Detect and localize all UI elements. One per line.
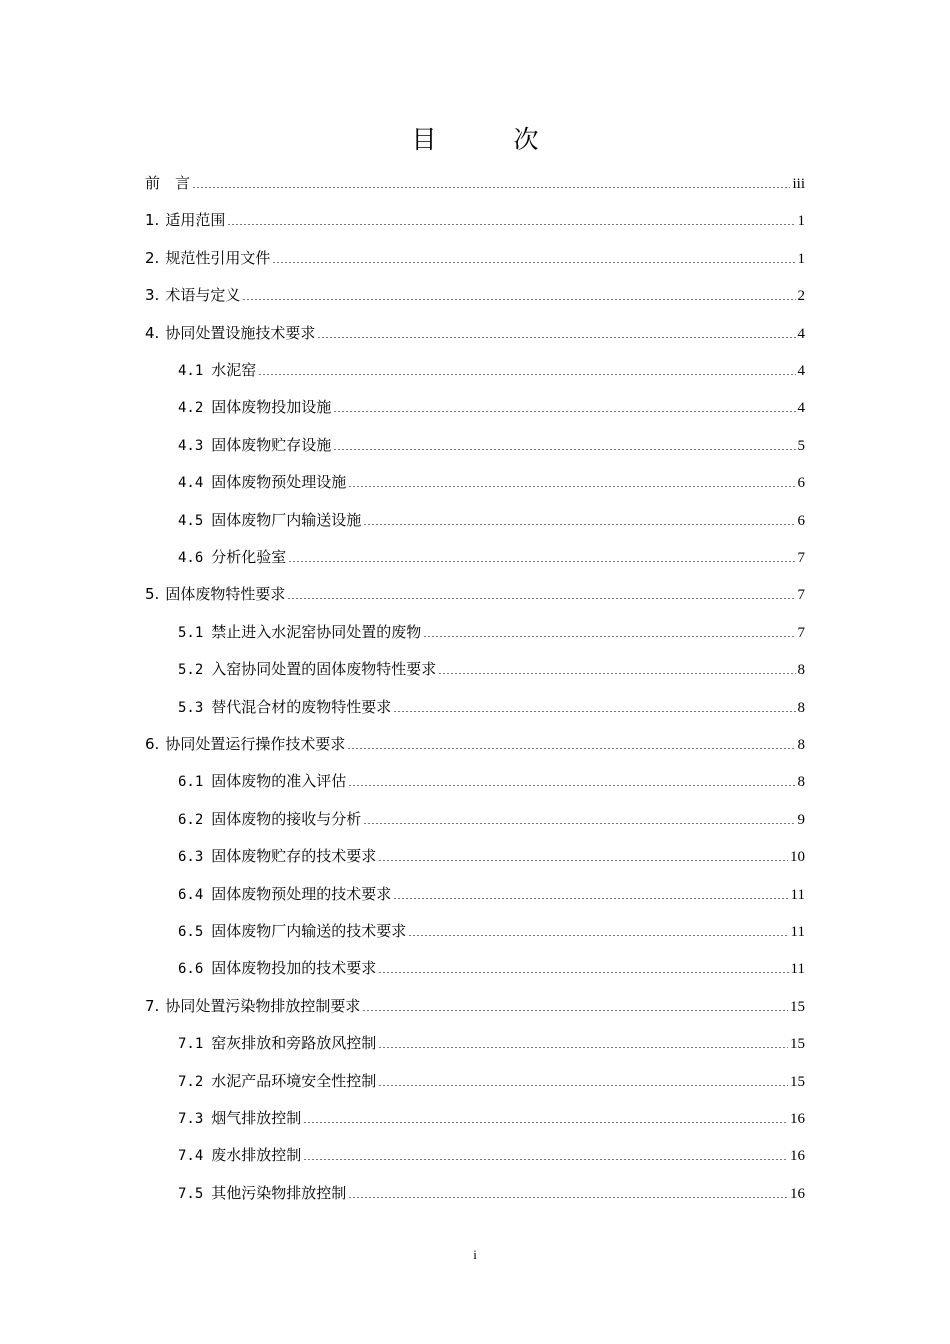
- toc-leader-dots: [288, 561, 795, 562]
- toc-entry-page: 15: [790, 1036, 805, 1053]
- page-title: 目 次: [411, 125, 565, 154]
- toc-entry-number: 5.3: [178, 699, 204, 716]
- toc-leader-dots: [363, 524, 795, 525]
- toc-leader-dots: [333, 449, 795, 450]
- toc-entry-page: 16: [790, 1111, 805, 1127]
- toc-entry[interactable]: [145, 284, 805, 306]
- toc-entry[interactable]: [145, 733, 805, 755]
- toc-entry[interactable]: [145, 247, 805, 269]
- toc-entry-number: 5.2: [178, 662, 204, 679]
- toc-entry-page: 8: [797, 737, 805, 753]
- toc-entry-page: 6: [797, 512, 805, 529]
- toc-entry[interactable]: [178, 546, 805, 568]
- toc-entry-label: 适用范围: [165, 211, 226, 230]
- toc-leader-dots: [272, 262, 795, 263]
- toc-entry-number: 4.3: [178, 437, 204, 454]
- toc-entry-label: 水泥产品环境安全性控制: [211, 1071, 377, 1090]
- toc-entry-number: 1.: [145, 211, 160, 230]
- toc-leader-dots: [393, 711, 795, 712]
- toc-leader-dots: [408, 935, 788, 936]
- toc-entry-page: 5: [797, 437, 805, 454]
- toc-entry-page: 7: [797, 624, 805, 641]
- toc-entry-page: 7: [797, 550, 805, 566]
- toc-entry[interactable]: [178, 920, 805, 942]
- toc-entry-label: 固体废物投加的技术要求: [211, 959, 377, 978]
- toc-entry[interactable]: [145, 583, 805, 605]
- toc-entry[interactable]: [178, 696, 805, 718]
- toc-entry-label: 术语与定义: [165, 286, 241, 305]
- toc-entry-page: 15: [790, 1073, 805, 1090]
- toc-entry[interactable]: [178, 845, 805, 867]
- toc-entry-number: 4.: [145, 323, 160, 342]
- toc-entry-label: 固体废物预处理的技术要求: [211, 884, 392, 903]
- toc-leader-dots: [378, 860, 788, 861]
- toc-leader-dots: [227, 224, 795, 225]
- toc-entry-number: 6.1: [178, 774, 204, 791]
- toc-entry[interactable]: [178, 1070, 805, 1092]
- toc-entry-number: 7.3: [178, 1111, 204, 1127]
- toc-entry-page: iii: [792, 176, 805, 192]
- toc-entry-page: 4: [797, 400, 805, 417]
- toc-entry-label: 固体废物的接收与分析: [211, 809, 362, 828]
- toc-entry-number: 4.4: [178, 475, 204, 492]
- toc-leader-dots: [317, 337, 795, 338]
- toc-entry-label: 水泥窑: [211, 361, 257, 379]
- toc-entry-page: 8: [797, 774, 805, 791]
- toc-entry-page: 4: [797, 363, 805, 379]
- toc-entry-number: 7.1: [178, 1036, 204, 1053]
- toc-entry[interactable]: [145, 322, 805, 344]
- toc-leader-dots: [362, 1010, 788, 1011]
- toc-entry-label: 固体废物贮存设施: [211, 435, 332, 454]
- toc-entry-page: 16: [790, 1185, 805, 1202]
- toc-entry-label: 窑灰排放和旁路放风控制: [211, 1034, 377, 1053]
- toc-entry-number: 6.3: [178, 849, 204, 866]
- toc-entry-page: 9: [797, 811, 805, 828]
- toc-leader-dots: [333, 411, 795, 412]
- toc-entry-number: 6.6: [178, 961, 204, 978]
- toc-leader-dots: [393, 898, 788, 899]
- toc-entry-number: 7.4: [178, 1148, 204, 1165]
- toc-leader-dots: [348, 1197, 788, 1198]
- toc-entry-page: 10: [790, 849, 805, 866]
- toc-entry-label: 固体废物的准入评估: [211, 772, 347, 791]
- toc-leader-dots: [258, 374, 795, 375]
- toc-entry-label: 禁止进入水泥窑协同处置的废物: [211, 622, 422, 641]
- toc-entry[interactable]: [178, 1144, 805, 1166]
- toc-entry-label: 协同处置污染物排放控制要求: [165, 996, 361, 1015]
- toc-entry-number: 7.2: [178, 1073, 204, 1090]
- toc-entry[interactable]: [145, 209, 805, 231]
- toc-entry[interactable]: [178, 359, 805, 381]
- toc-entry[interactable]: [178, 770, 805, 792]
- toc-entry[interactable]: [178, 1032, 805, 1054]
- toc-entry-number: 4.6: [178, 550, 204, 566]
- toc-entry-number: 3.: [145, 286, 160, 305]
- toc-entry-page: 11: [790, 886, 805, 903]
- toc-leader-dots: [348, 486, 795, 487]
- toc-entry[interactable]: [178, 808, 805, 830]
- toc-entry-label: 固体废物预处理设施: [211, 473, 347, 492]
- toc-entry-label: 固体废物投加设施: [211, 398, 332, 417]
- toc-entry[interactable]: [178, 471, 805, 493]
- toc-entry-number: 4.2: [178, 400, 204, 417]
- toc-entry[interactable]: [145, 995, 805, 1017]
- toc-leader-dots: [347, 748, 795, 749]
- toc-entry[interactable]: [178, 621, 805, 643]
- toc-leader-dots: [438, 673, 795, 674]
- toc-leader-dots: [423, 636, 795, 637]
- toc-entry-label: 其他污染物排放控制: [211, 1183, 347, 1202]
- toc-entry-number: 5.1: [178, 624, 204, 641]
- toc-entry-label: 固体废物厂内输送设施: [211, 510, 362, 529]
- toc-entry-number: 6.: [145, 735, 160, 753]
- toc-entry-page: 7: [797, 587, 805, 604]
- toc-entry[interactable]: [178, 1182, 805, 1204]
- toc-leader-dots: [242, 299, 795, 300]
- toc-entry[interactable]: [178, 957, 805, 979]
- toc-entry-label: 替代混合材的废物特性要求: [211, 697, 392, 716]
- toc-entry-number: 6.5: [178, 924, 204, 940]
- toc-entry-label: 固体废物贮存的技术要求: [211, 847, 377, 866]
- toc-entry-page: 16: [790, 1148, 805, 1165]
- toc-entry-page: 15: [790, 998, 805, 1015]
- toc-entry[interactable]: [178, 509, 805, 531]
- toc-entry-page: 1: [797, 250, 805, 267]
- toc-entry[interactable]: [178, 1107, 805, 1129]
- toc-entry-label: 协同处置设施技术要求: [165, 323, 316, 342]
- toc-entry-number: 4.5: [178, 512, 204, 529]
- toc-entry-number: 4.1: [178, 363, 204, 379]
- page-number: i: [473, 1247, 477, 1262]
- toc-entry-number: 6.2: [178, 811, 204, 828]
- toc-entry-number: 6.4: [178, 886, 204, 903]
- toc-entry-label: 分析化验室: [211, 548, 287, 566]
- toc-leader-dots: [348, 785, 795, 786]
- toc-leader-dots: [287, 598, 795, 599]
- toc-entry-page: 8: [797, 699, 805, 716]
- toc-entry-label: 协同处置运行操作技术要求: [165, 735, 346, 753]
- toc-entry-number: 2.: [145, 248, 160, 267]
- toc-leader-dots: [303, 1159, 788, 1160]
- toc-entry[interactable]: [178, 658, 805, 680]
- toc-leader-dots: [363, 823, 795, 824]
- toc-entry-label: 固体废物特性要求: [165, 585, 286, 604]
- toc-leader-dots: [378, 972, 788, 973]
- toc-entry-page: 11: [790, 924, 805, 940]
- toc-entry-page: 2: [797, 288, 805, 305]
- toc-entry-page: 1: [797, 213, 805, 230]
- toc-leader-dots: [378, 1085, 788, 1086]
- toc-entry-page: 11: [790, 961, 805, 978]
- toc-entry-label: 前 言: [145, 174, 191, 192]
- toc-entry-number: 7.: [145, 996, 160, 1015]
- toc-entry-label: 规范性引用文件: [165, 248, 271, 267]
- toc-leader-dots: [192, 187, 790, 188]
- toc-entry-label: 入窑协同处置的固体废物特性要求: [211, 660, 437, 679]
- toc-entry-page: 4: [797, 325, 805, 342]
- toc-entry-label: 废水排放控制: [211, 1146, 302, 1165]
- toc-entry-page: 6: [797, 475, 805, 492]
- toc-entry[interactable]: [178, 883, 805, 905]
- toc-entry[interactable]: [145, 172, 805, 194]
- toc-leader-dots: [378, 1047, 788, 1048]
- toc-entry-label: 固体废物厂内输送的技术要求: [211, 922, 407, 940]
- toc-entry[interactable]: [178, 396, 805, 418]
- toc-leader-dots: [303, 1122, 788, 1123]
- toc-entry-label: 烟气排放控制: [211, 1109, 302, 1127]
- toc-entry-page: 8: [797, 662, 805, 679]
- toc-entry-number: 7.5: [178, 1185, 204, 1202]
- toc-entry-number: 5.: [145, 585, 160, 604]
- toc-entry[interactable]: [178, 434, 805, 456]
